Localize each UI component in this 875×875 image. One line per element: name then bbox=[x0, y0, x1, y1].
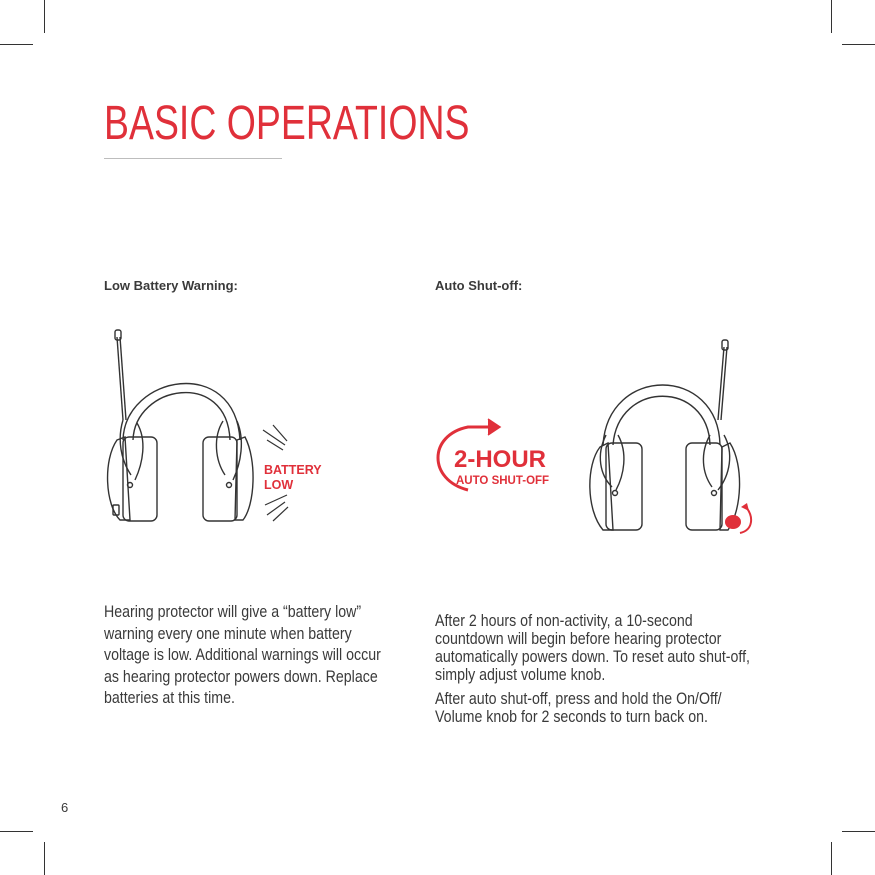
crop-mark bbox=[44, 0, 45, 33]
auto-shutoff-description bbox=[435, 612, 751, 732]
auto-shutoff-label: AUTO SHUT-OFF bbox=[456, 475, 550, 487]
crop-mark bbox=[842, 831, 875, 832]
headset-icon bbox=[590, 340, 740, 530]
crop-mark bbox=[842, 44, 875, 45]
two-hour-label: 2-HOUR bbox=[454, 446, 547, 473]
auto-shutoff-heading: Auto Shut-off: bbox=[435, 278, 523, 293]
battery-low-label-2: LOW bbox=[264, 478, 294, 492]
page-title: BASIC OPERATIONS bbox=[104, 97, 470, 150]
crop-mark bbox=[831, 0, 832, 33]
battery-low-label-1: BATTERY bbox=[264, 463, 322, 477]
low-battery-description bbox=[104, 602, 396, 716]
auto-shutoff-illustration bbox=[428, 335, 768, 540]
auto-shutoff-paragraph-2: After auto shut-off, press and hold the On/Off/ Volume knob for 2 seconds to turn back on. bbox=[435, 690, 722, 726]
headset-icon bbox=[108, 330, 254, 521]
crop-mark bbox=[0, 831, 33, 832]
low-battery-paragraph: Hearing protector will give a “battery low” warning every one minute when battery voltage is low. Additional warnings will occur as hearing protector powers down. Replace batteries at this time. bbox=[104, 603, 381, 707]
crop-mark bbox=[831, 842, 832, 875]
low-battery-illustration bbox=[95, 325, 335, 530]
auto-shutoff-paragraph-1: After 2 hours of non-activity, a 10-second countdown will begin before hearing protector automatically powers down. To reset auto shut-off, simply adjust volume knob. bbox=[435, 612, 750, 684]
crop-mark bbox=[44, 842, 45, 875]
title-divider bbox=[104, 158, 282, 159]
page-number: 6 bbox=[61, 800, 69, 815]
low-battery-heading: Low Battery Warning: bbox=[104, 278, 238, 293]
crop-mark bbox=[0, 44, 33, 45]
